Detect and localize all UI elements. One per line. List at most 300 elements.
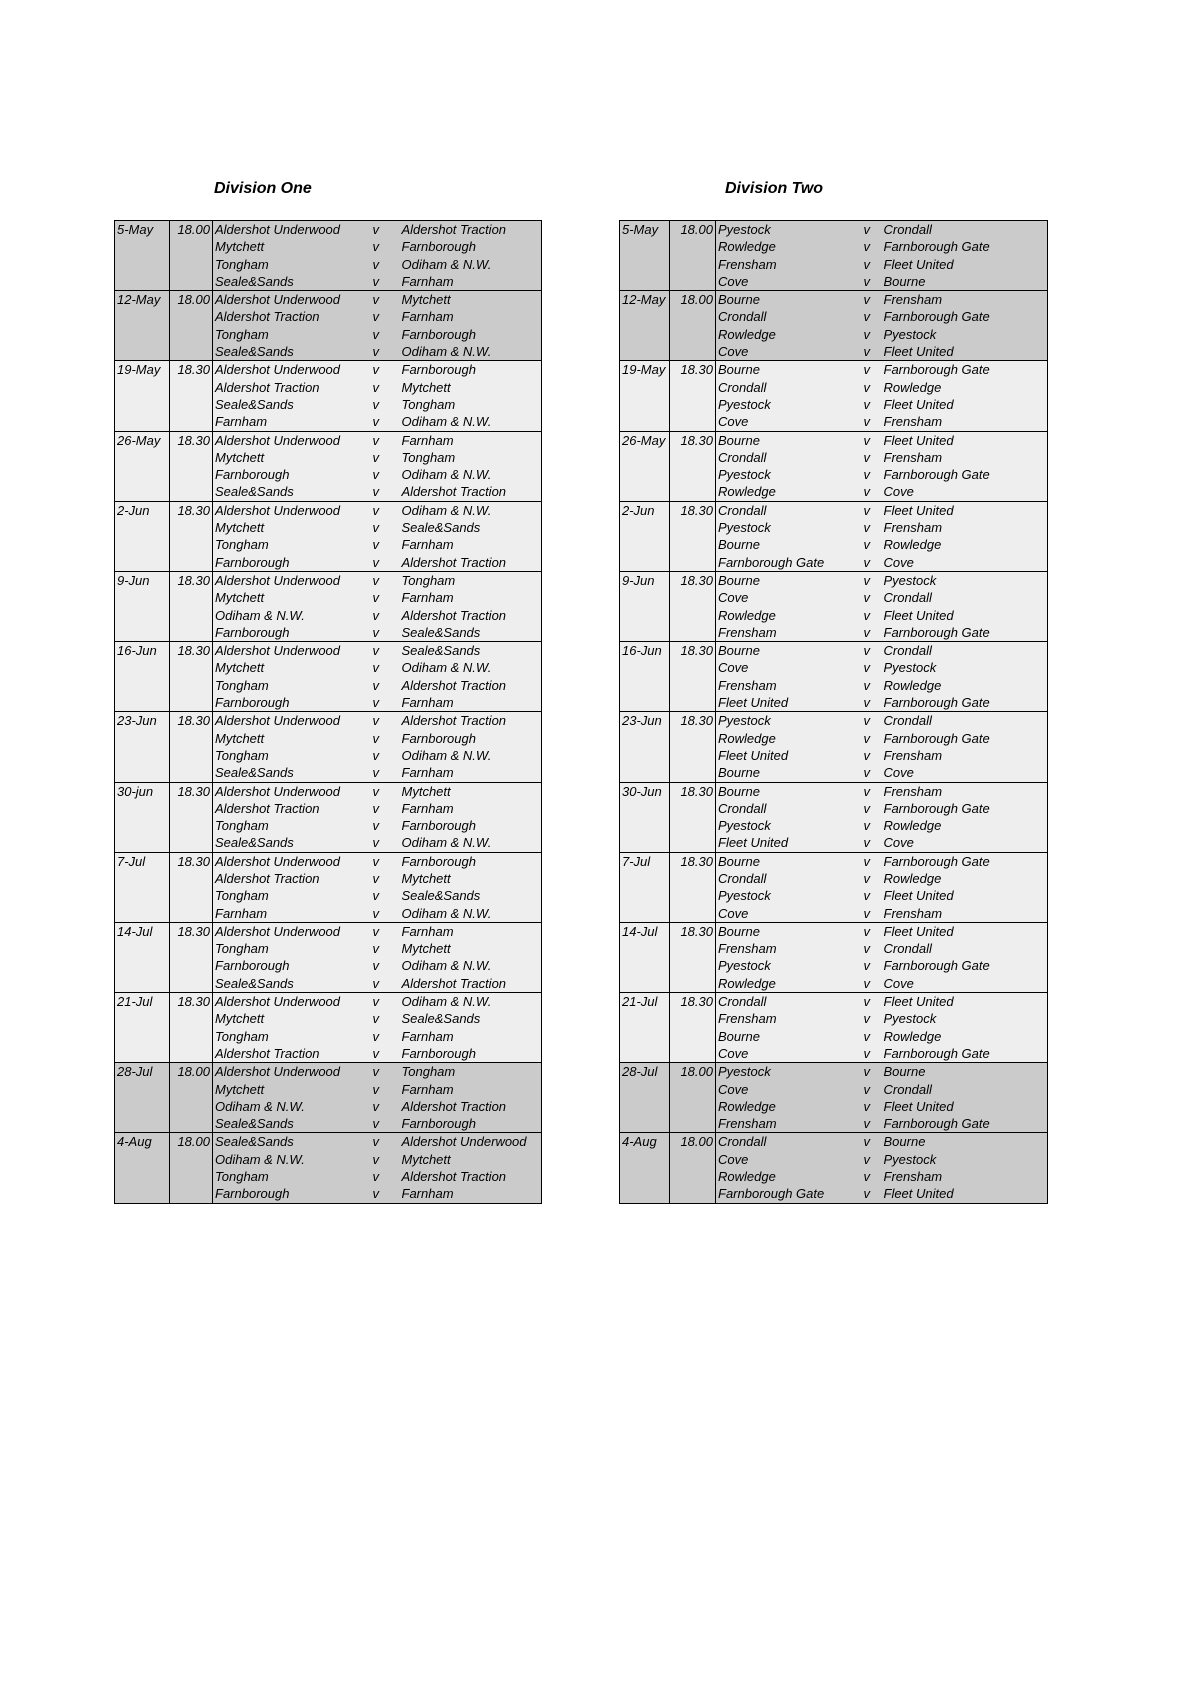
versus-label: v: [863, 695, 870, 711]
fixture-row: [115, 291, 542, 309]
away-team: Tongham: [401, 396, 456, 412]
kickoff-time: [170, 1115, 213, 1133]
away-team: Farnham: [401, 923, 454, 939]
kickoff-time: 18.00: [670, 221, 716, 239]
week-block: [115, 642, 542, 712]
kickoff-time: [170, 834, 213, 852]
week-block: [115, 361, 542, 431]
kickoff-time: [170, 1010, 213, 1027]
fixture-row: [620, 431, 1048, 449]
versus-label: v: [372, 1081, 379, 1097]
week-date: 26-May: [620, 431, 670, 449]
kickoff-time: [670, 870, 716, 887]
home-team: Aldershot Underwood: [213, 922, 368, 940]
week-date: 28-Jul: [620, 1063, 670, 1081]
versus-label: v: [863, 1028, 870, 1044]
away-team: Aldershot Traction: [401, 554, 507, 570]
fixture-row: [620, 1063, 1048, 1081]
fixture-row: [115, 256, 542, 273]
fixture-row: [115, 624, 542, 642]
week-date: [115, 483, 170, 501]
week-date: [620, 940, 670, 957]
away-team: Farnborough: [401, 326, 476, 342]
kickoff-time: [670, 396, 716, 413]
versus-label: v: [863, 256, 870, 272]
fixture-row: [620, 379, 1048, 396]
versus-label: v: [863, 624, 870, 640]
away-team: Farnham: [401, 432, 454, 448]
versus-label: v: [372, 502, 379, 518]
away-team: Rowledge: [883, 379, 942, 395]
away-team: Seale&Sands: [401, 888, 481, 904]
away-team: Aldershot Traction: [401, 677, 507, 693]
home-team: Aldershot Underwood: [213, 993, 368, 1011]
away-team: Odiham & N.W.: [401, 747, 492, 763]
fixture-row: [620, 905, 1048, 923]
versus-label: v: [372, 941, 379, 957]
fixture-row: [115, 659, 542, 676]
home-team: Seale&Sands: [213, 1115, 368, 1133]
kickoff-time: 18.30: [670, 993, 716, 1011]
away-team: Aldershot Traction: [401, 484, 507, 500]
fixture-row: [620, 571, 1048, 589]
week-date: [115, 870, 170, 887]
home-team: Bourne: [716, 1028, 864, 1045]
versus-label: v: [863, 273, 870, 289]
week-date: 21-Jul: [115, 993, 170, 1011]
fixture-row: [620, 642, 1048, 660]
week-date: 30-Jun: [620, 782, 670, 800]
kickoff-time: [170, 379, 213, 396]
kickoff-time: [670, 519, 716, 536]
fixture-row: [620, 922, 1048, 940]
away-team: Pyestock: [883, 572, 937, 588]
versus-label: v: [372, 449, 379, 465]
home-team: Aldershot Underwood: [213, 852, 368, 870]
week-date: [115, 449, 170, 466]
home-team: Frensham: [716, 624, 864, 642]
week-date: 2-Jun: [620, 501, 670, 519]
week-date: 9-Jun: [115, 571, 170, 589]
kickoff-time: [170, 554, 213, 572]
fixture-row: [115, 413, 542, 431]
home-team: Aldershot Underwood: [213, 571, 368, 589]
versus-label: v: [372, 1151, 379, 1167]
fixture-row: [620, 677, 1048, 694]
versus-label: v: [372, 994, 379, 1010]
home-team: Aldershot Underwood: [213, 361, 368, 379]
week-date: 28-Jul: [115, 1063, 170, 1081]
versus-label: v: [372, 484, 379, 500]
home-team: Tongham: [213, 747, 368, 764]
home-team: Cove: [716, 905, 864, 923]
week-date: [620, 834, 670, 852]
away-team: Farnham: [401, 800, 454, 816]
week-date: [115, 659, 170, 676]
kickoff-time: [170, 466, 213, 483]
week-date: [620, 589, 670, 606]
fixture-row: [620, 764, 1048, 782]
fixture-row: [620, 607, 1048, 624]
away-team: Farnborough Gate: [883, 624, 990, 640]
week-date: 19-May: [115, 361, 170, 379]
fixture-row: [620, 536, 1048, 553]
away-team: Farnborough: [401, 239, 476, 255]
week-date: 23-Jun: [620, 712, 670, 730]
fixture-row: [620, 852, 1048, 870]
fixture-row: [115, 536, 542, 553]
away-team: Farnborough Gate: [883, 1045, 990, 1061]
home-team: Rowledge: [716, 1098, 864, 1115]
kickoff-time: [170, 730, 213, 747]
versus-label: v: [863, 309, 870, 325]
fixture-row: [620, 1010, 1048, 1027]
kickoff-time: 18.30: [670, 431, 716, 449]
away-team: Farnborough Gate: [883, 467, 990, 483]
away-team: Fleet United: [883, 432, 954, 448]
versus-label: v: [372, 765, 379, 781]
fixture-row: [115, 1133, 542, 1151]
fixture-row: [620, 1045, 1048, 1063]
fixture-row: [115, 1098, 542, 1115]
fixture-row: [115, 238, 542, 255]
kickoff-time: [670, 1081, 716, 1098]
fixture-row: [620, 501, 1048, 519]
week-block: [115, 712, 542, 782]
fixture-row: [620, 519, 1048, 536]
week-block: [620, 712, 1048, 782]
kickoff-time: 18.30: [170, 922, 213, 940]
home-team: Frensham: [716, 677, 864, 694]
away-team: Farnborough Gate: [883, 958, 990, 974]
versus-label: v: [372, 572, 379, 588]
fixture-row: [115, 817, 542, 834]
kickoff-time: [670, 449, 716, 466]
week-date: [115, 326, 170, 343]
week-date: [620, 1151, 670, 1168]
home-team: Bourne: [716, 291, 864, 309]
away-team: Odiham & N.W.: [401, 660, 492, 676]
kickoff-time: [170, 1151, 213, 1168]
week-date: 9-Jun: [620, 571, 670, 589]
home-team: Bourne: [716, 361, 864, 379]
week-date: [620, 1045, 670, 1063]
versus-label: v: [372, 870, 379, 886]
fixture-row: [620, 554, 1048, 572]
fixture-row: [115, 764, 542, 782]
week-block: [620, 993, 1048, 1063]
kickoff-time: 18.30: [670, 501, 716, 519]
week-date: [115, 256, 170, 273]
home-team: Rowledge: [716, 326, 864, 343]
versus-label: v: [372, 344, 379, 360]
away-team: Odiham & N.W.: [401, 256, 492, 272]
week-date: [620, 483, 670, 501]
fixture-row: [115, 326, 542, 343]
away-team: Mytchett: [401, 870, 451, 886]
away-team: Frensham: [883, 292, 943, 308]
versus-label: v: [372, 1098, 379, 1114]
kickoff-time: 18.30: [170, 993, 213, 1011]
week-date: [620, 1028, 670, 1045]
away-team: Odiham & N.W.: [401, 414, 492, 430]
kickoff-time: [670, 747, 716, 764]
fixture-row: [620, 1098, 1048, 1115]
home-team: Seale&Sands: [213, 273, 368, 291]
kickoff-time: [670, 466, 716, 483]
home-team: Cove: [716, 1081, 864, 1098]
away-team: Rowledge: [883, 818, 942, 834]
home-team: Farnborough: [213, 694, 368, 712]
versus-label: v: [863, 414, 870, 430]
away-team: Pyestock: [883, 660, 937, 676]
kickoff-time: [670, 1115, 716, 1133]
kickoff-time: [670, 764, 716, 782]
away-team: Farnborough Gate: [883, 1116, 990, 1132]
week-date: [115, 589, 170, 606]
week-date: [620, 396, 670, 413]
week-block: [115, 1133, 542, 1203]
versus-label: v: [372, 414, 379, 430]
fixture-row: [620, 730, 1048, 747]
away-team: Farnham: [401, 1081, 454, 1097]
home-team: Rowledge: [716, 607, 864, 624]
week-date: [115, 1045, 170, 1063]
week-date: 7-Jul: [115, 852, 170, 870]
away-team: Fleet United: [883, 1186, 954, 1202]
kickoff-time: [670, 607, 716, 624]
week-date: [115, 519, 170, 536]
home-team: Rowledge: [716, 238, 864, 255]
kickoff-time: [670, 1098, 716, 1115]
fixture-row: [115, 379, 542, 396]
home-team: Cove: [716, 413, 864, 431]
versus-label: v: [372, 607, 379, 623]
kickoff-time: [670, 308, 716, 325]
away-team: Mytchett: [401, 292, 451, 308]
kickoff-time: [170, 747, 213, 764]
fixture-row: [620, 361, 1048, 379]
versus-label: v: [863, 449, 870, 465]
versus-label: v: [863, 222, 870, 237]
week-date: [620, 887, 670, 904]
kickoff-time: [170, 1185, 213, 1203]
kickoff-time: 18.30: [170, 501, 213, 519]
versus-label: v: [863, 1116, 870, 1132]
versus-label: v: [372, 853, 379, 869]
kickoff-time: 18.00: [170, 291, 213, 309]
fixture-row: [620, 466, 1048, 483]
fixture-row: [620, 396, 1048, 413]
kickoff-time: [170, 870, 213, 887]
kickoff-time: 18.30: [170, 361, 213, 379]
away-team: Cove: [883, 484, 914, 500]
kickoff-time: 18.30: [670, 642, 716, 660]
away-team: Farnborough Gate: [883, 730, 990, 746]
kickoff-time: 18.30: [170, 712, 213, 730]
kickoff-time: [670, 694, 716, 712]
versus-label: v: [863, 747, 870, 763]
versus-label: v: [863, 344, 870, 360]
versus-label: v: [863, 783, 870, 799]
versus-label: v: [863, 818, 870, 834]
kickoff-time: [170, 413, 213, 431]
home-team: Mytchett: [213, 659, 368, 676]
fixture-row: [620, 483, 1048, 501]
versus-label: v: [863, 467, 870, 483]
away-team: Seale&Sands: [401, 1011, 481, 1027]
away-team: Fleet United: [883, 256, 954, 272]
kickoff-time: [170, 957, 213, 974]
kickoff-time: [170, 1168, 213, 1185]
kickoff-time: [170, 677, 213, 694]
fixture-row: [115, 361, 542, 379]
week-block: [115, 922, 542, 992]
kickoff-time: [170, 817, 213, 834]
away-team: Rowledge: [883, 537, 942, 553]
kickoff-time: [170, 800, 213, 817]
fixture-row: [115, 431, 542, 449]
week-date: [115, 624, 170, 642]
week-date: [115, 887, 170, 904]
fixture-row: [115, 483, 542, 501]
home-team: Farnborough: [213, 466, 368, 483]
versus-label: v: [372, 975, 379, 991]
kickoff-time: [670, 659, 716, 676]
versus-label: v: [863, 975, 870, 991]
fixture-row: [620, 308, 1048, 325]
week-date: [115, 957, 170, 974]
versus-label: v: [372, 292, 379, 308]
home-team: Odiham & N.W.: [213, 1151, 368, 1168]
fixture-row: [115, 221, 542, 239]
week-date: [620, 677, 670, 694]
away-team: Farnborough Gate: [883, 695, 990, 711]
week-date: 23-Jun: [115, 712, 170, 730]
home-team: Aldershot Traction: [213, 870, 368, 887]
kickoff-time: [670, 536, 716, 553]
week-block: [620, 221, 1048, 291]
home-team: Tongham: [213, 1028, 368, 1045]
fixture-row: [620, 624, 1048, 642]
week-date: 16-Jun: [115, 642, 170, 660]
versus-label: v: [863, 643, 870, 659]
versus-label: v: [863, 958, 870, 974]
fixture-row: [620, 1028, 1048, 1045]
home-team: Pyestock: [716, 887, 864, 904]
kickoff-time: [170, 326, 213, 343]
kickoff-time: [170, 905, 213, 923]
versus-label: v: [863, 835, 870, 851]
versus-label: v: [372, 554, 379, 570]
fixture-row: [115, 571, 542, 589]
kickoff-time: [670, 957, 716, 974]
fixture-row: [620, 291, 1048, 309]
home-team: Mytchett: [213, 1081, 368, 1098]
fixture-row: [620, 694, 1048, 712]
kickoff-time: 18.00: [170, 1063, 213, 1081]
versus-label: v: [863, 677, 870, 693]
week-date: [620, 607, 670, 624]
fixture-row: [620, 589, 1048, 606]
week-date: 12-May: [620, 291, 670, 309]
kickoff-time: [670, 905, 716, 923]
versus-label: v: [863, 730, 870, 746]
home-team: Frensham: [716, 256, 864, 273]
home-team: Aldershot Underwood: [213, 291, 368, 309]
week-date: 12-May: [115, 291, 170, 309]
versus-label: v: [372, 1169, 379, 1185]
fixture-row: [115, 1185, 542, 1203]
fixture-row: [620, 870, 1048, 887]
away-team: Seale&Sands: [401, 624, 481, 640]
week-date: 30-jun: [115, 782, 170, 800]
home-team: Mytchett: [213, 589, 368, 606]
week-date: [620, 975, 670, 993]
away-team: Bourne: [883, 273, 926, 289]
week-date: [620, 413, 670, 431]
kickoff-time: [170, 624, 213, 642]
kickoff-time: 18.00: [670, 1133, 716, 1151]
fixture-row: [115, 782, 542, 800]
versus-label: v: [863, 362, 870, 378]
fixture-row: [115, 642, 542, 660]
kickoff-time: [670, 800, 716, 817]
away-team: Bourne: [883, 1134, 926, 1150]
away-team: Fleet United: [883, 344, 954, 360]
versus-label: v: [372, 905, 379, 921]
week-date: [620, 694, 670, 712]
versus-label: v: [372, 396, 379, 412]
home-team: Farnborough Gate: [716, 554, 864, 572]
kickoff-time: 18.30: [670, 712, 716, 730]
home-team: Tongham: [213, 677, 368, 694]
home-team: Cove: [716, 343, 864, 361]
fixture-row: [115, 308, 542, 325]
week-date: [115, 834, 170, 852]
versus-label: v: [863, 853, 870, 869]
home-team: Bourne: [716, 571, 864, 589]
versus-label: v: [863, 607, 870, 623]
versus-label: v: [372, 309, 379, 325]
away-team: Mytchett: [401, 1151, 451, 1167]
kickoff-time: [670, 413, 716, 431]
versus-label: v: [372, 1045, 379, 1061]
away-team: Aldershot Traction: [401, 222, 507, 237]
versus-label: v: [863, 502, 870, 518]
home-team: Tongham: [213, 940, 368, 957]
week-date: [115, 1098, 170, 1115]
kickoff-time: [170, 607, 213, 624]
fixture-row: [620, 221, 1048, 239]
home-team: Pyestock: [716, 519, 864, 536]
week-date: [620, 536, 670, 553]
week-date: [620, 1081, 670, 1098]
home-team: Seale&Sands: [213, 764, 368, 782]
away-team: Frensham: [883, 414, 943, 430]
week-block: [115, 993, 542, 1063]
fixture-row: [115, 940, 542, 957]
week-date: [115, 536, 170, 553]
home-team: Cove: [716, 659, 864, 676]
kickoff-time: [670, 256, 716, 273]
versus-label: v: [372, 379, 379, 395]
kickoff-time: [670, 343, 716, 361]
week-date: 5-May: [620, 221, 670, 239]
fixture-row: [115, 519, 542, 536]
fixture-row: [620, 1115, 1048, 1133]
week-date: 14-Jul: [620, 922, 670, 940]
